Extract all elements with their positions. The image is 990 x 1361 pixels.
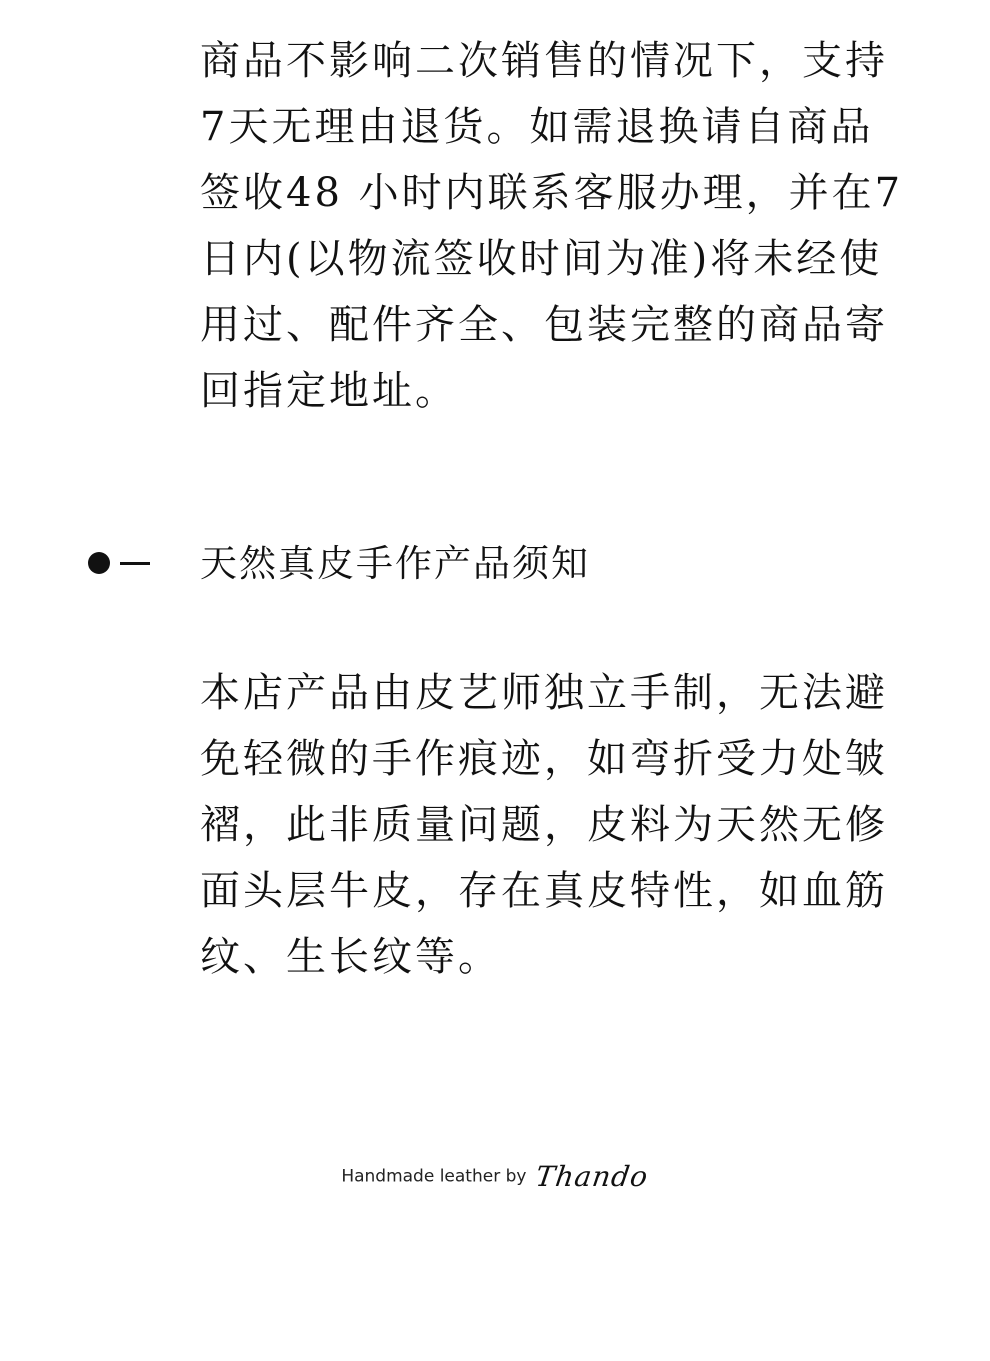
paragraph-line: 免轻微的手作痕迹，如弯折受力处皱 [200, 736, 888, 782]
returns-policy-paragraph [200, 28, 904, 424]
paragraph-line: 签收48 小时内联系客服办理，并在7 [200, 170, 904, 216]
section-header [88, 536, 888, 592]
paragraph-line: 纹、生长纹等。 [200, 934, 501, 980]
paragraph-line: 面头层牛皮，存在真皮特性，如血筋 [200, 868, 888, 914]
bullet-dot-icon [88, 552, 110, 574]
paragraph-line: 回指定地址。 [200, 368, 458, 414]
section-heading: 天然真皮手作产品须知 [200, 542, 590, 585]
dash-icon [120, 562, 150, 565]
paragraph-line: 用过、配件齐全、包装完整的商品寄 [200, 302, 888, 348]
footer [0, 1160, 990, 1200]
paragraph-line: 褶，此非质量问题，皮料为天然无修 [200, 802, 888, 848]
paragraph-line: 7天无理由退货。如需退换请自商品 [200, 104, 874, 150]
paragraph-line: 日内(以物流签收时间为准)将未经使 [200, 236, 883, 282]
brand-logo: Thando [534, 1160, 651, 1193]
paragraph-line: 商品不影响二次销售的情况下，支持 [200, 38, 888, 84]
paragraph-line: 本店产品由皮艺师独立手制，无法避 [200, 670, 888, 716]
footer-tagline: Handmade leather by [341, 1166, 527, 1187]
handmade-notice-paragraph [200, 660, 888, 990]
